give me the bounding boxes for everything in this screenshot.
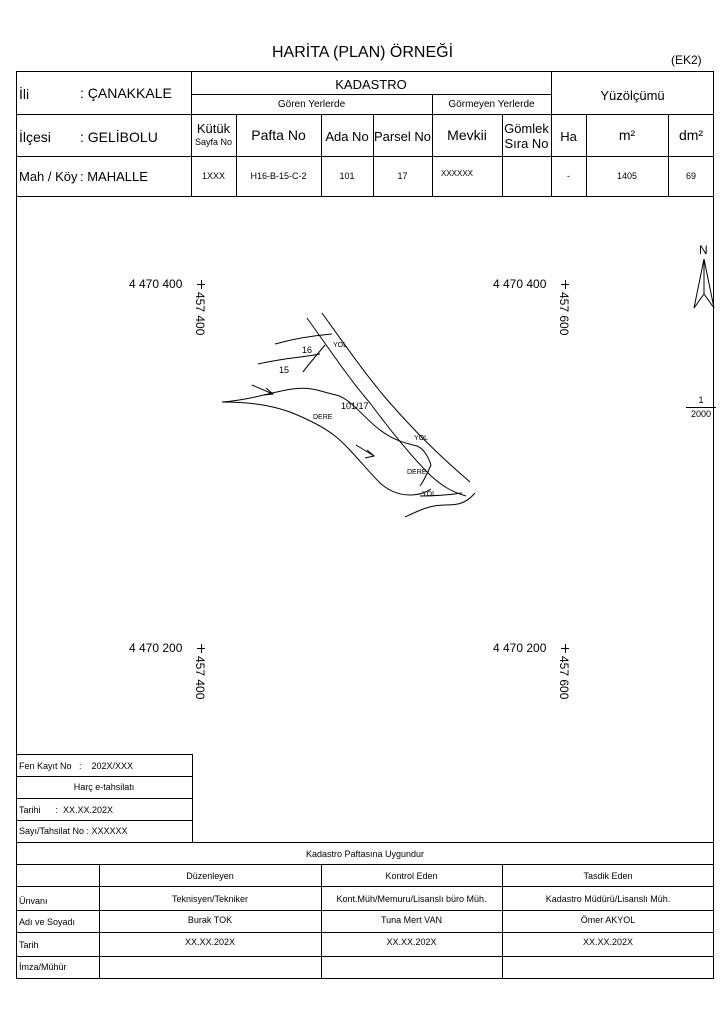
tarih-duzenleyen: XX.XX.202X: [184, 937, 236, 947]
val-ha: -: [567, 171, 570, 181]
col-ha: Ha: [560, 129, 577, 144]
unvan-tasdik: Kadastro Müdürü/Lisanslı Müh.: [545, 894, 671, 904]
gormeyen-heading: Görmeyen Yerlerde: [448, 99, 535, 110]
coord-tl-y: 4 470 400: [129, 277, 183, 291]
label-dere-1: DERE: [313, 414, 333, 421]
col-dm2: dm²: [678, 127, 704, 143]
tarih-kontrol: XX.XX.202X: [386, 937, 437, 947]
kadastro-heading: KADASTRO: [335, 77, 407, 92]
imza-label: İmza/Mühür: [19, 962, 67, 972]
val-kutuk: 1XXX: [201, 171, 225, 181]
label-parcel-101-17: 101/17: [341, 401, 369, 411]
tarih-label: Tarih: [19, 940, 39, 950]
col-sayfa-no: Sayfa No: [194, 137, 233, 147]
page-title: HARİTA (PLAN) ÖRNEĞİ: [271, 44, 454, 61]
il-label: İli: [19, 86, 30, 102]
unvan-label: Ünvanı: [19, 896, 48, 906]
col-ada-no: Ada No: [325, 129, 369, 144]
coord-tr-x: 457 600: [557, 292, 571, 336]
col-m2: m²: [618, 127, 636, 143]
val-mevkii: XXXXXX: [441, 169, 474, 178]
north-arrow-icon: [694, 259, 714, 308]
scale-denominator: 2000: [690, 409, 712, 419]
grid-cross-icons: [197, 277, 569, 653]
kontrol-heading: Kontrol Eden: [385, 871, 438, 881]
label-parcel-16: 16: [302, 345, 313, 355]
coord-br-x: 457 600: [557, 656, 571, 700]
duzenleyen-heading: Düzenleyen: [186, 871, 234, 881]
fen-kayit-no: Fen Kayıt No : 202X/XXX: [19, 761, 134, 771]
mah-label: Mah / Köy: [19, 169, 78, 184]
adsoyad-kontrol: Tuna Mert VAN: [380, 915, 443, 925]
coord-bl-x: 457 400: [193, 656, 207, 700]
unvan-duzenleyen: Teknisyen/Tekniker: [171, 894, 249, 904]
adsoyad-label: Adı ve Soyadı: [19, 917, 76, 927]
label-yol-3: YOL: [422, 491, 437, 498]
val-dm2: 69: [685, 171, 696, 181]
val-pafta: H16-B-15-C-2: [250, 171, 307, 181]
col-mevkii: Mevkii: [447, 127, 487, 143]
il-value: : ÇANAKKALE: [80, 85, 172, 101]
col-kutuk: Kütük: [196, 121, 231, 136]
kadastro-uygun: Kadastro Paftasına Uygundur: [305, 849, 425, 859]
scale-numerator: 1: [698, 395, 704, 405]
val-ada: 101: [339, 171, 355, 181]
col-gomlek: Gömlek: [504, 121, 549, 136]
coord-bl-y: 4 470 200: [129, 641, 183, 655]
ilce-value: : GELİBOLU: [80, 129, 158, 145]
parcel-sketch: [222, 313, 475, 517]
col-pafta-no: Pafta No: [251, 127, 306, 143]
north-label: N: [699, 243, 708, 257]
harc-e-tahsilati: Harç e-tahsilatı: [73, 782, 135, 792]
annex-label: (EK2): [671, 53, 702, 67]
ilce-label: İlçesi: [19, 129, 51, 145]
val-m2: 1405: [616, 171, 638, 181]
val-parsel: 17: [397, 171, 408, 181]
col-sira-no: Sıra No: [504, 136, 549, 151]
coord-tr-y: 4 470 400: [493, 277, 547, 291]
col-parsel-no: Parsel No: [373, 129, 432, 144]
coord-tl-x: 457 400: [193, 292, 207, 336]
adsoyad-duzenleyen: Burak TOK: [187, 915, 233, 925]
tasdik-heading: Tasdik Eden: [583, 871, 633, 881]
coord-br-y: 4 470 200: [493, 641, 547, 655]
unvan-kontrol: Kont.Müh/Memuru/Lisanslı büro Müh.: [336, 894, 487, 904]
label-yol-1: YOL: [333, 342, 348, 349]
label-yol-2: YOL: [414, 435, 429, 442]
goren-heading: Gören Yerlerde: [277, 99, 346, 110]
sayi-tahsilat-no: Sayı/Tahsilat No : XXXXXX: [19, 826, 128, 836]
label-parcel-15: 15: [279, 365, 290, 375]
mah-value: : MAHALLE: [80, 169, 148, 184]
label-dere-2: DERE: [407, 469, 427, 476]
fen-tarih: Tarihi : XX.XX.202X: [19, 805, 114, 815]
tarih-tasdik: XX.XX.202X: [582, 937, 634, 947]
adsoyad-tasdik: Ömer AKYOL: [580, 915, 636, 925]
yuzolcumu-heading: Yüzölçümü: [600, 88, 665, 103]
